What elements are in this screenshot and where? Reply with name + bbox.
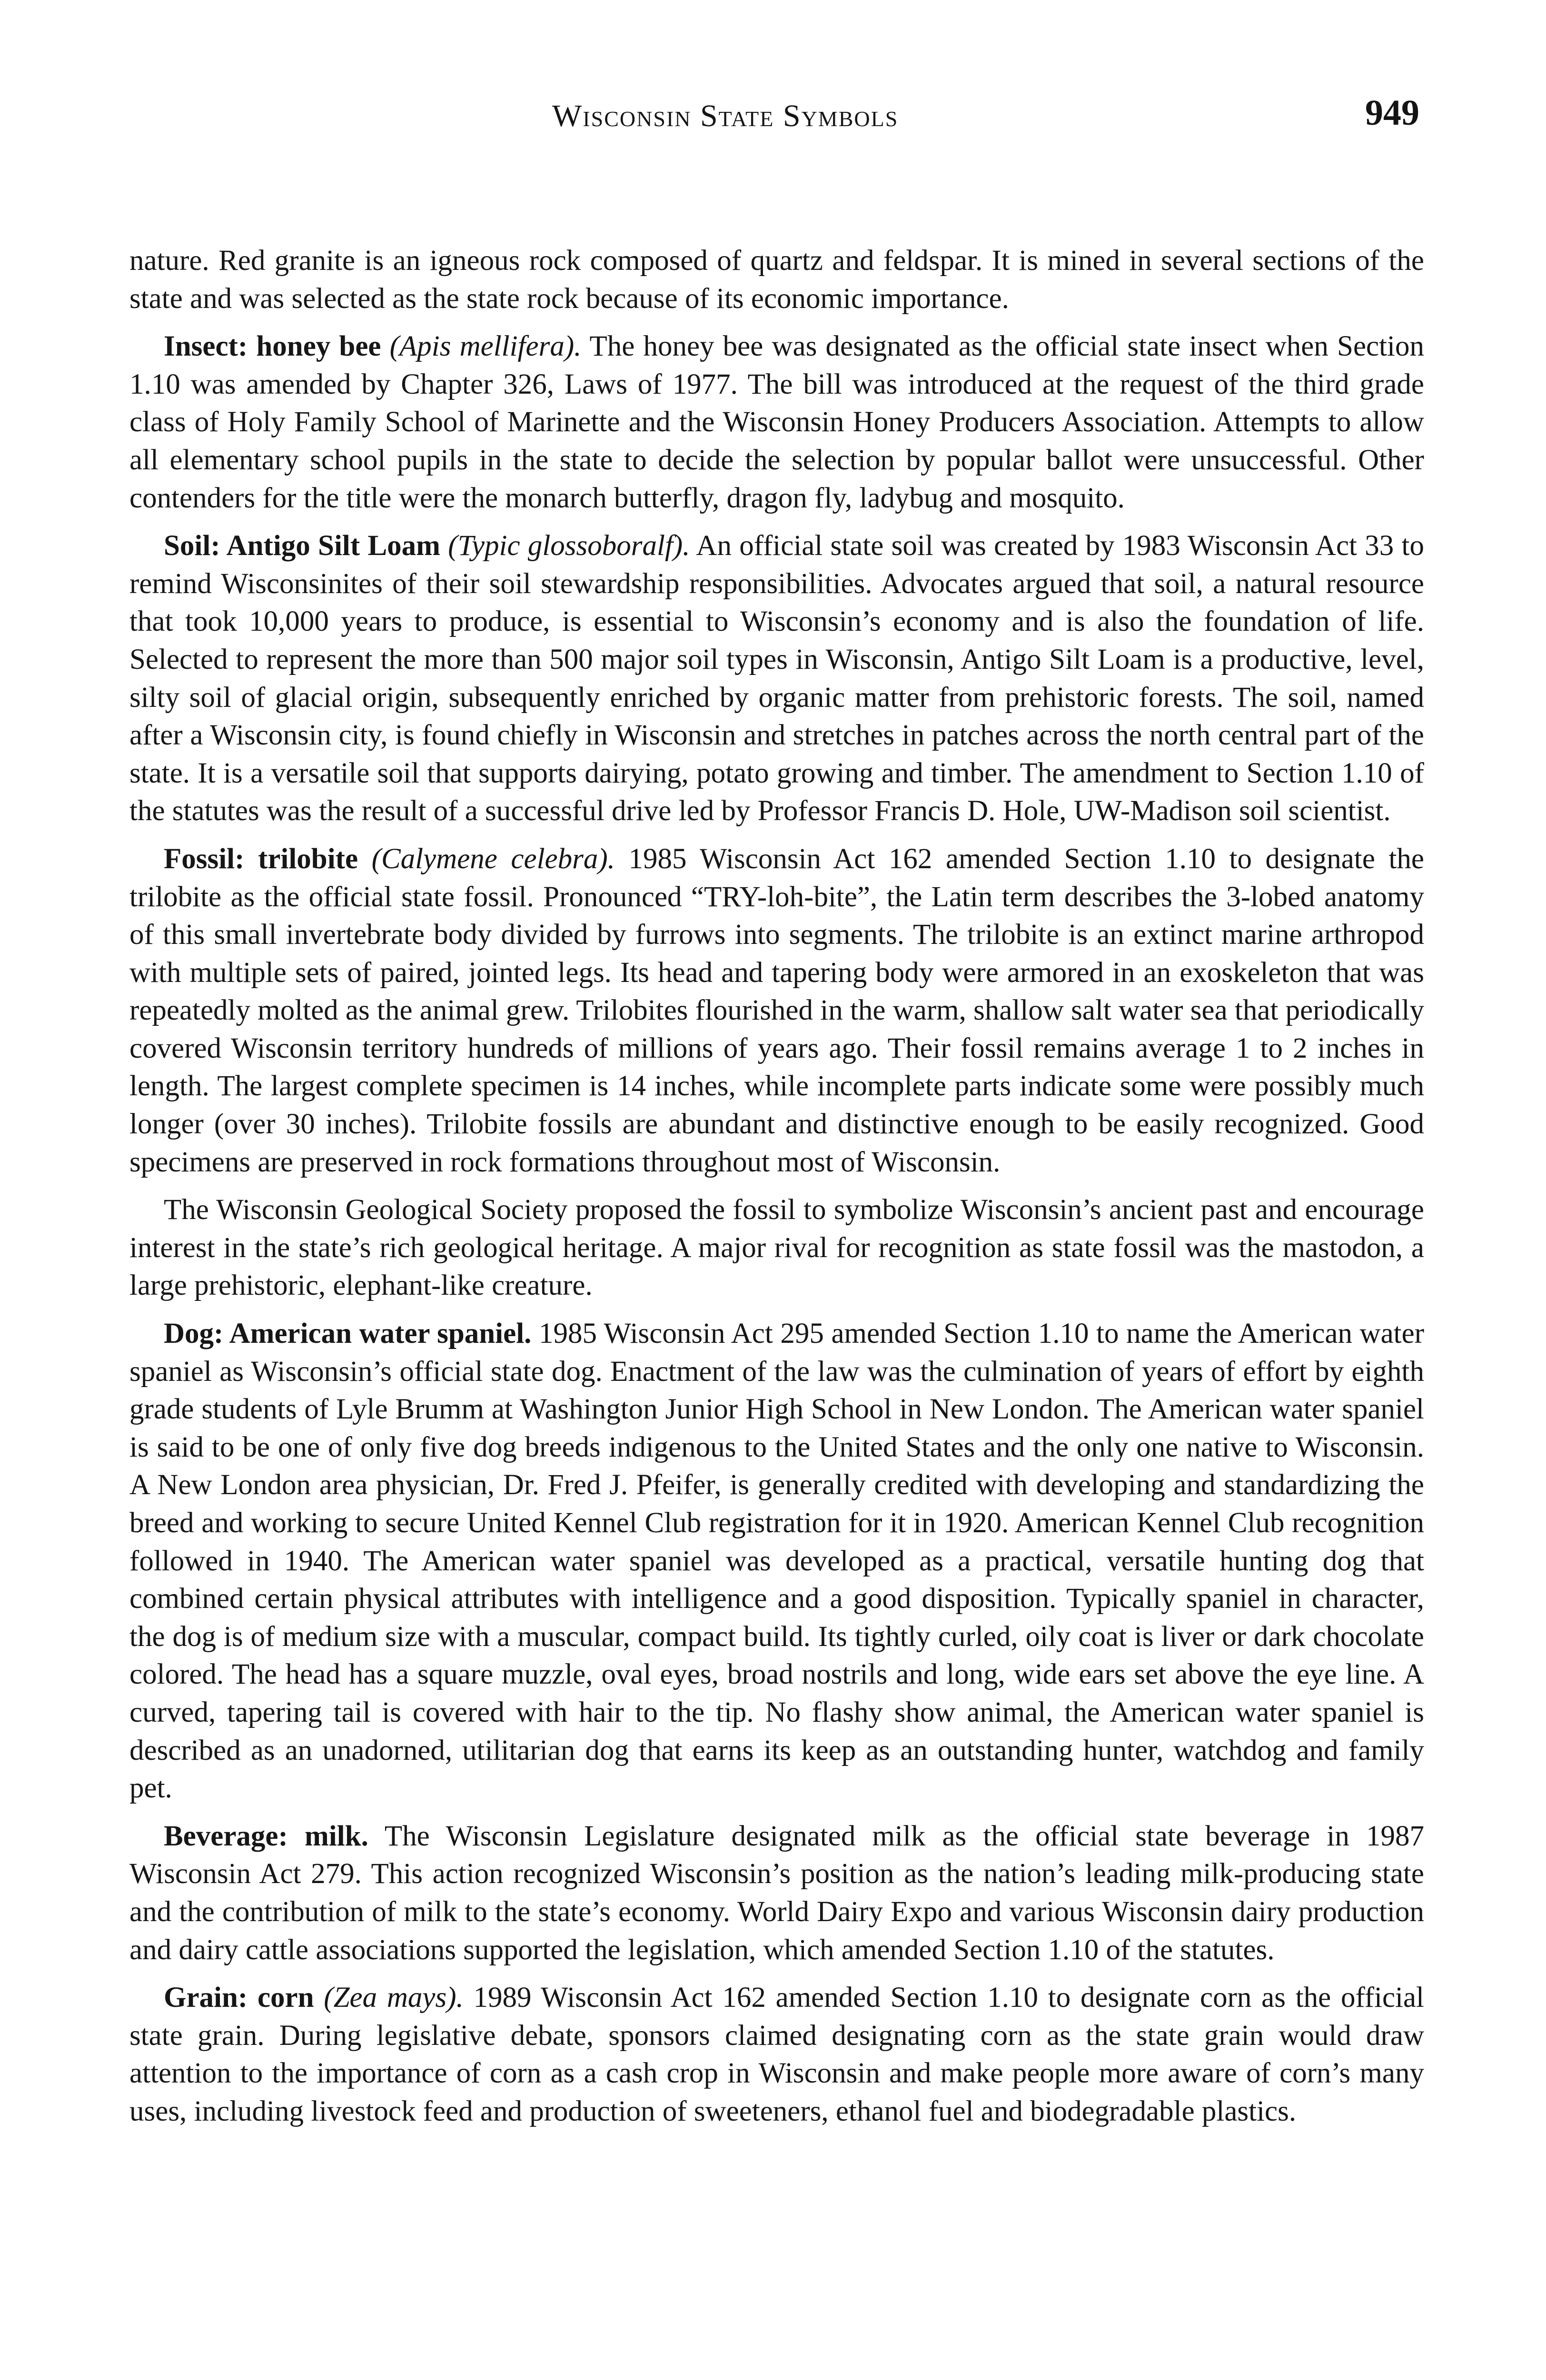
paragraph-beverage xyxy=(129,1817,1424,1969)
paragraph-text: The Wisconsin Geological Society proposed the fossil to symbolize Wisconsin’s ancient past and encourage interest in the state’s rich geological heritage. A major rival for recognition as state fossil was the mastodon, a large prehistoric, elephant-like creature. xyxy=(129,1194,1424,1302)
paragraph-text: 1989 Wisconsin Act 162 amended Section 1.10 to designate corn as the official state grain. During legislative debate, sponsors claimed designating corn as the state grain would draw attention to the importance of corn as a cash crop in Wisconsin and make people more aware of corn’s many uses, including livestock feed and production of sweeteners, ethanol fuel and biodegradable plastics. xyxy=(129,1982,1425,2127)
entry-heading: Dog: American water spaniel. xyxy=(164,1318,532,1350)
paragraph-text: 1985 Wisconsin Act 162 amended Section 1.10 to designate the trilobite as the official state fossil. Pronounced “TRY-loh-bite”, the Latin term describes the 3-lobed anatomy of this small invertebrate body divided by furrows into segments. The trilobite is an extinct marine arthropod with multiple sets of paired, jointed legs. Its head and tapering body were armored in an exoskeleton that was repeatedly molted as the animal grew. Trilobites flourished in the warm, shallow salt water sea that periodically covered Wisconsin territory hundreds of millions of years ago. Their fossil remains average 1 to 2 inches in length. The largest complete specimen is 14 inches, while incomplete parts indicate some were possibly much longer (over 30 inches). Trilobite fossils are abundant and distinctive enough to be easily recognized. Good specimens are preserved in rock formations throughout most of Wisconsin. xyxy=(129,843,1424,1178)
entry-heading: Fossil: trilobite xyxy=(164,843,358,875)
paragraph-rock-continued xyxy=(129,242,1424,317)
paragraph-text: nature. Red granite is an igneous rock composed of quartz and feldspar. It is mined in several sections of the state and was selected as the state rock because of its economic importance. xyxy=(129,245,1424,315)
paragraph-text: The honey bee was designated as the official state insect when Section 1.10 was amended by Chapter 326, Laws of 1977. The bill was introduced at the request of the third grade class of Holy Family School of Marinette and the Wisconsin Honey Producers Association. Attempts to allow all elementary school pupils in the state to decide the selection by popular ballot were unsuccessful. Other contenders for the title were the monarch butterfly, dragon fly, ladybug and mosquito. xyxy=(129,330,1424,514)
latin-name: (Zea mays). xyxy=(324,1982,464,2014)
paragraph-dog xyxy=(129,1315,1424,1807)
latin-name: (Typic glossoboralf). xyxy=(448,530,690,562)
entry-heading: Insect: honey bee xyxy=(164,330,381,363)
page-number: 949 xyxy=(1365,93,1419,133)
paragraph-fossil-society xyxy=(129,1191,1424,1305)
latin-name: (Calymene celebra). xyxy=(371,843,615,875)
paragraph-grain xyxy=(129,1979,1424,2130)
entry-heading: Grain: corn xyxy=(164,1982,314,2014)
paragraph-text: An official state soil was created by 1983 Wisconsin Act 33 to remind Wisconsinites of their soil stewardship responsibilities. Advocates argued that soil, a natural resource that took 10,000 years to produce, is essential to Wisconsin’s economy and is also the foundation of life. Selected to represent the more than 500 major soil types in Wisconsin, Antigo Silt Loam is a productive, level, silty soil of glacial origin, subsequently enriched by organic matter from prehistoric forests. The soil, named after a Wisconsin city, is found chiefly in Wisconsin and stretches in patches across the north central part of the state. It is a versatile soil that supports dairying, potato growing and timber. The amendment to Section 1.10 of the statutes was the result of a successful drive led by Professor Francis D. Hole, UW-Madison soil scientist. xyxy=(129,530,1424,827)
paragraph-insect xyxy=(129,327,1424,517)
body-text xyxy=(129,242,1424,2141)
entry-heading: Soil: Antigo Silt Loam xyxy=(164,530,440,562)
latin-name: (Apis mellifera). xyxy=(389,330,582,363)
entry-heading: Beverage: milk. xyxy=(164,1820,368,1852)
paragraph-text: The Wisconsin Legislature designated milk as the official state beverage in 1987 Wisconsin Act 279. This action recognized Wisconsin’s position as the nation’s leading milk-producing state and the contribution of milk to the state’s economy. World Dairy Expo and various Wisconsin dairy production and dairy cattle associations supported the legislation, which amended Section 1.10 of the statutes. xyxy=(129,1820,1425,1966)
running-head: Wisconsin State Symbols xyxy=(552,99,899,133)
paragraph-fossil xyxy=(129,840,1424,1181)
paragraph-soil xyxy=(129,527,1424,830)
paragraph-text: 1985 Wisconsin Act 295 amended Section 1.10 to name the American water spaniel as Wisconsin’s official state dog. Enactment of the law was the culmination of years of effort by eighth grade students of Lyle Brumm at Washington Junior High School in New London. The American water spaniel is said to be one of only five dog breeds indigenous to the United States and the only one native to Wisconsin. A New London area physician, Dr. Fred J. Pfeifer, is generally credited with developing and standardizing the breed and working to secure United Kennel Club registration for it in 1920. American Kennel Club recognition followed in 1940. The American water spaniel was developed as a practical, versatile hunting dog that combined certain physical attributes with intelligence and a good disposition. Typically spaniel in character, the dog is of medium size with a muscular, compact build. Its tightly curled, oily coat is liver or dark chocolate colored. The head has a square muzzle, oval eyes, broad nostrils and long, wide ears set above the eye line. A curved, tapering tail is covered with hair to the tip. No flashy show animal, the American water spaniel is described as an unadorned, utilitarian dog that earns its keep as an outstanding hunter, watchdog and family pet. xyxy=(129,1318,1425,1805)
